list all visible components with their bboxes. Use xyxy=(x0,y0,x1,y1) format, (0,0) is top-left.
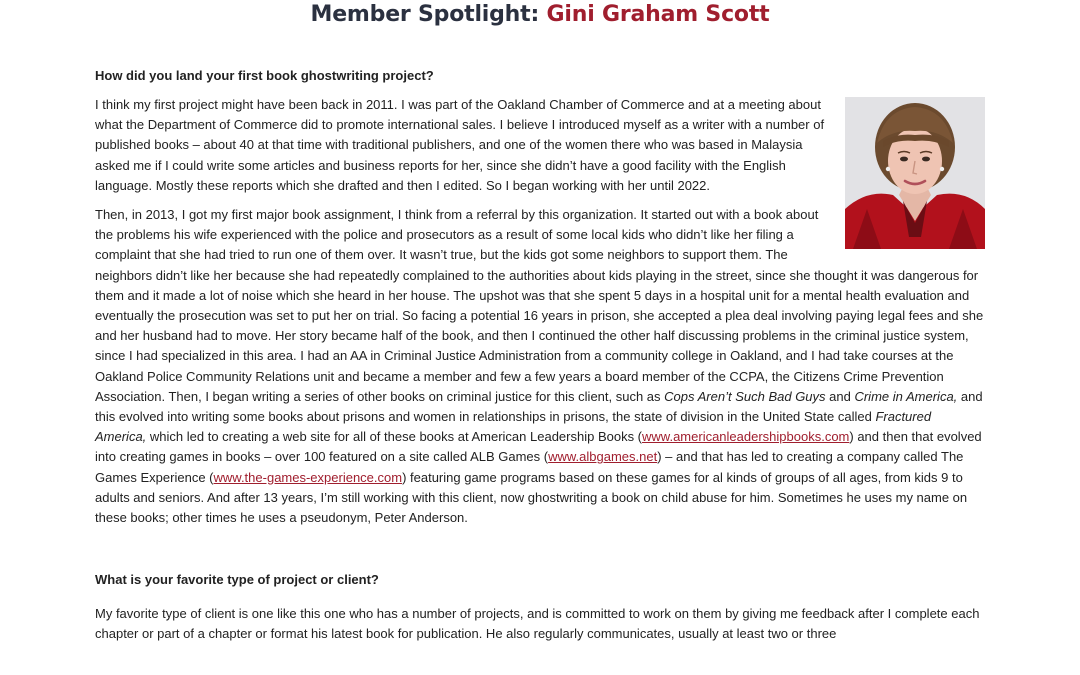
answer-paragraph-3: My favorite type of client is one like this one who has a number of projects, and is committed to work on them by giving me feedback after I complete each chapter or part of a chapter or format his latest book for publication. He also regularly communicates, usually at least two or three xyxy=(95,606,980,642)
book-title: Fractured America, xyxy=(95,409,932,445)
article-body xyxy=(95,66,985,645)
answer-paragraph-2 xyxy=(95,205,985,528)
question-favorite-project: What is your favorite type of project or client? xyxy=(95,572,379,588)
answer-text: ) featuring game programs based on these games for al kinds of groups of all ages, from kids 9 to adults and seniors. And after 13 years, I’m still working with this client, now ghostwriting a book on child abuse for him. Sometimes he uses my name on these books; other times he uses a pseudonym, Peter Anderson. xyxy=(95,469,968,526)
book-title: Cops Aren’t Such Bad Guys xyxy=(664,388,826,404)
member-name: Gini Graham Scott xyxy=(546,2,770,27)
answer-text: ) – and that has led to creating a company called The Games Experience ( xyxy=(95,449,964,485)
book-title: Crime in America, xyxy=(854,388,958,404)
question-first-project: How did you land your first book ghostwriting project? xyxy=(95,68,434,83)
page-title xyxy=(0,2,1080,27)
answer-text: ) and then that evolved into creating games in books – over 100 featured on a site called ALB Games ( xyxy=(95,429,982,465)
answer-text: and this evolved into writing some books about prisons and women in relationships in prisons, the state of division in the United State called xyxy=(95,388,983,425)
title-prefix: Member Spotlight: xyxy=(310,2,540,27)
answer-text: and xyxy=(825,388,855,404)
member-portrait xyxy=(845,97,985,249)
answer-text: which led to creating a web site for all of these books at American Leadership Books ( xyxy=(146,429,643,445)
link-games-experience[interactable]: www.the-games-experience.com xyxy=(213,469,403,485)
answer-paragraph-1: I think my first project might have been back in 2011. I was part of the Oakland Chamber of Commerce and at a meeting about what the Department of Commerce did to promote international sales. I believe I introduced myself as a writer with a number of published books – about 40 at that time with traditional publishers, and one of the women there who was based in Malaysia asked me if I could write some articles and business reports for her, since she didn’t have a good facility with the English language. Mostly these reports which she drafted and then I edited. So I began working with her until 2022. xyxy=(95,97,825,193)
link-alb-games[interactable]: www.albgames.net xyxy=(548,449,658,465)
link-american-leadership-books[interactable]: www.americanleadershipbooks.com xyxy=(642,429,850,445)
answer-text: Then, in 2013, I got my first major book assignment, I think from a referral by this organization. It started out with a book about the problems his wife experienced with the police and prosecutors as a result of some local kids who didn’t like her filing a complaint that she had tried to run one of them over. It wasn’t true, but the kids got some neighbors to support them. The neighbors didn’t like her because she had repeatedly complained to the authorities about kids playing in the street, since she thought it was dangerous for them and it made a lot of noise which she heard in her house. The upshot was that she spent 5 days in a hospital unit for a mental health evaluation and eventually the prosecution was set to put her on trial. So facing a potential 16 years in prison, she accepted a plea deal involving paying legal fees and she and her husband had to move. Her story became half of the book, and then I continued the other half discussing problems in the criminal justice system, since I had specialized in this area. I had an AA in Criminal Justice Administration from a community college in Oakland, and I had take courses at the Oakland Police Community Relations unit and became a member and few a few years a board member of the CCPA, the Citizens Crime Prevention Association. Then, I began writing a series of other books on criminal justice for this client, such as xyxy=(95,207,984,404)
portrait-image xyxy=(845,97,985,249)
